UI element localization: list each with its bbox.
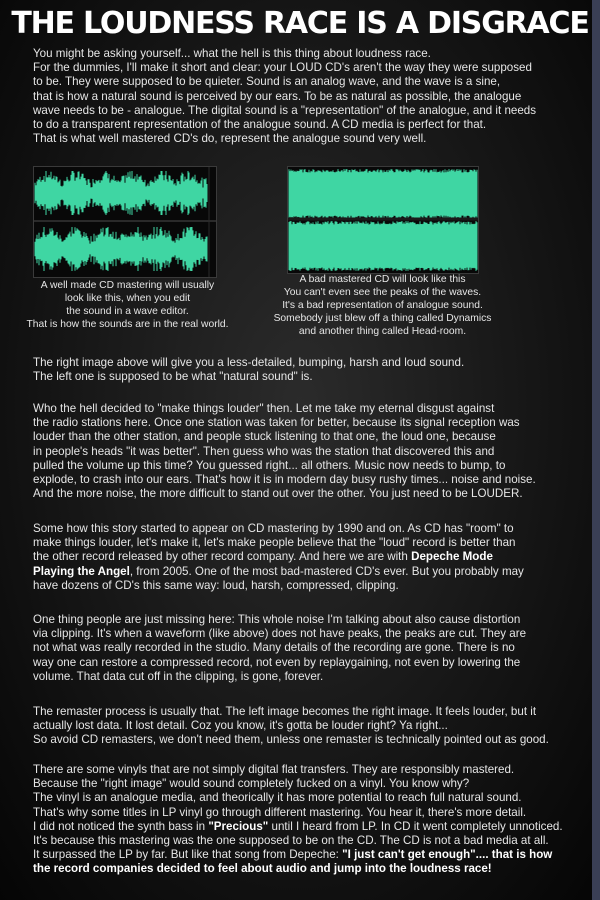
text-line (33, 565, 593, 579)
caption-line: A well made CD mastering will usually (40, 280, 215, 291)
caption-line: It's a bad representation of analogue sound. (282, 300, 483, 311)
text-line: make things louder, let's make it, let's make people believe that the "loud" record is better than (33, 536, 516, 550)
good-waveform-caption (10, 279, 245, 331)
intro-paragraph (33, 47, 593, 146)
text-span: It surpassed the LP by far. But like that song from Depeche: (33, 848, 343, 862)
caption-line: the sound in a wave editor. (66, 306, 189, 317)
text-line: wave needs to be - analogue. The digital sound is a "representation" of the analogue, and it needs (33, 103, 537, 117)
text-span: until I heard from LP. In CD it went completely unnoticed. (268, 819, 563, 833)
bad-waveform-image (287, 166, 479, 274)
images-paragraph (33, 356, 593, 384)
text-line (33, 848, 593, 862)
album-title: Playing the Angel (33, 564, 130, 578)
good-waveform-image (33, 166, 217, 278)
text-line: Some how this story started to appear on CD mastering by 1990 and on. As CD has "room" to (33, 522, 514, 535)
text-line: The vinyl is an analogue media, and theorically it has more potential to reach full natural sound. (33, 791, 522, 805)
text-line: And the more noise, the more difficult to stand out over the other. You just need to be LOUDER. (33, 487, 523, 501)
radio-paragraph (33, 402, 593, 501)
text-line: the radio stations here. Once one station was taken for better, because its signal reception was (33, 416, 520, 430)
text-line: You might be asking yourself... what the hell is this thing about loudness race. (33, 47, 431, 60)
remaster-paragraph (33, 705, 593, 748)
waveform-trace (289, 169, 477, 219)
caption-line: look like this, when you edit (64, 293, 191, 304)
closing-statement: the record companies decided to feel about audio and jump into the loudness race! (33, 862, 492, 876)
text-line: The remaster process is usually that. The left image becomes the right image. It feels louder, but it (33, 705, 537, 718)
text-line: have dozens of CD's this same way: loud, harsh, compressed, clipping. (33, 578, 399, 592)
clipping-paragraph (33, 613, 593, 684)
text-line: That is what well mastered CD's do, represent the analogue sound very well. (33, 132, 427, 146)
text-line: So avoid CD remasters, we don't need them, unless one remaster is technically pointed out as good. (33, 733, 549, 747)
text-line: not what was really recorded in the studio. Many details of the recording are gone. There is no (33, 641, 515, 655)
caption-line: Somebody just blew off a thing called Dynamics (273, 313, 492, 324)
text-line: That's why some titles in LP vinyl go through different mastering. You hear it, there's more detail. (33, 805, 527, 819)
vinyl-paragraph (33, 763, 593, 877)
caption-line: and another thing called Head-room. (298, 326, 467, 337)
bad-waveform-graphic (288, 167, 478, 273)
text-line: explode, to crash into our ears. That's how it is in modern day busy rushy times... noise and noise. (33, 473, 536, 487)
scrollbar[interactable] (592, 0, 600, 900)
waveform-trace (289, 221, 477, 271)
text-span: I did not noticed the synth bass in (33, 819, 209, 833)
song-quote: "I just can't get enough".... that is how (342, 848, 553, 862)
page-title: THE LOUDNESS RACE IS A DISGRACE (11, 6, 589, 41)
text-line: For the dummies, I'll make it short and clear: your LOUD CD's aren't the way they were supposed (33, 61, 532, 75)
text-line (33, 820, 593, 834)
album-artist: Depeche Mode (411, 550, 493, 564)
text-line: The left one is supposed to be what "natural sound" is. (33, 370, 313, 384)
bad-waveform-caption (255, 273, 510, 338)
text-line: One thing people are just missing here: This whole noise I'm talking about also cause distortion (33, 613, 521, 626)
text-line: pulled the volume up this time? You guessed right... all others. Music now needs to bump, to (33, 458, 506, 472)
caption-line: You can't even see the peaks of the waves. (283, 287, 482, 298)
text-line: actually lost data. It lost detail. Coz you know, it's gotta be louder right? Ya right... (33, 719, 448, 733)
caption-line: That is how the sounds are in the real world. (26, 319, 229, 330)
waveform-trace (35, 171, 207, 215)
text-line (33, 862, 593, 876)
text-line: that is how a natural sound is perceived by our ears. To be as natural as possible, the analogue (33, 89, 522, 103)
text-line: via clipping. It's when a waveform (like above) does not have peaks, the peaks are cut. They are (33, 627, 527, 641)
waveform-trace (35, 227, 207, 271)
text-line: Who the hell decided to "make things louder" then. Let me take my eternal disgust against (33, 402, 495, 415)
text-line: way one can restore a compressed record, not even by replaygaining, not even by lowering the (33, 655, 521, 669)
text-span: , from 2005. One of the most bad-mastered CD's ever. But you probably may (129, 564, 524, 578)
cd-mastering-paragraph (33, 522, 593, 593)
text-line: volume. That data cut off in the clipping, is gone, forever. (33, 669, 324, 683)
good-waveform-graphic (34, 167, 216, 277)
text-line: It's because this mastering was the one supposed to be on the CD. The CD is not a bad media at all. (33, 834, 549, 848)
text-line: The right image above will give you a less-detailed, bumping, harsh and loud sound. (33, 356, 465, 369)
text-line: to be. They were supposed to be quieter. Sound is an analog wave, and the wave is a sine, (33, 75, 501, 89)
text-line: There are some vinyls that are not simply digital flat transfers. They are responsibly mastered. (33, 763, 515, 776)
text-line: in people's heads "it was better". Then guess who was the station that discovered this and (33, 444, 495, 458)
text-span: the other record released by other record company. And here we are with (33, 550, 412, 564)
caption-line: A bad mastered CD will look like this (299, 274, 466, 285)
song-title: "Precious" (208, 819, 269, 833)
text-line: to do a transparent representation of the analogue sound. A CD media is perfect for that. (33, 118, 487, 132)
text-line: louder than the other station, and people stuck listening to that one, the loud one, because (33, 430, 496, 444)
text-line (33, 550, 593, 564)
text-line: Because the "right image" would sound completely fucked on a vinyl. You know why? (33, 777, 470, 791)
